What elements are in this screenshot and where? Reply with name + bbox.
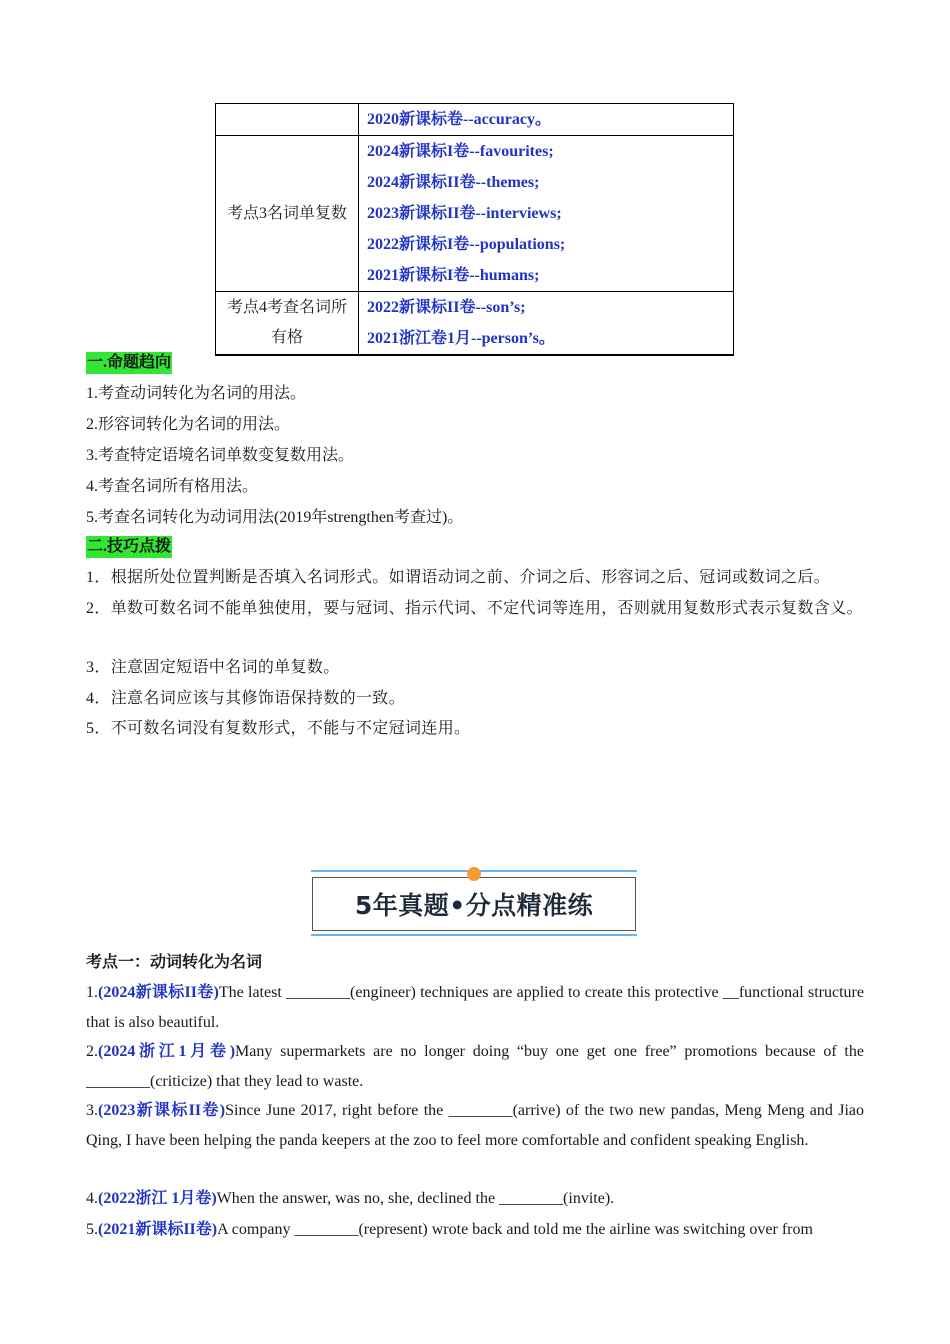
table-label: 考点3名词单复数 xyxy=(226,204,347,222)
question-item xyxy=(86,1184,864,1214)
table-label-cell xyxy=(216,136,359,292)
table-items-cell xyxy=(359,292,734,356)
exam-item: 2022新课标II卷--son’s; xyxy=(367,299,526,316)
table-items-cell xyxy=(359,136,734,292)
question-text: When the answer, was no, she, declined the ________(invite). xyxy=(216,1190,615,1207)
question-number: 3. xyxy=(86,1102,98,1119)
exam-item: 2020新课标卷--accuracy。 xyxy=(367,111,551,128)
question-number: 4. xyxy=(86,1190,98,1207)
question-source: (2022浙江 1月卷) xyxy=(98,1190,217,1207)
question-item xyxy=(86,1096,864,1155)
table-row xyxy=(216,104,734,136)
table-row xyxy=(216,292,734,356)
tip-item: 5．不可数名词没有复数形式，不能与不定冠词连用。 xyxy=(86,720,471,737)
exam-item: 2024新课标I卷--favourites; xyxy=(367,143,554,160)
question-source: (2023新课标II卷) xyxy=(98,1102,226,1119)
trend-item: 1.考查动词转化为名词的用法。 xyxy=(86,385,307,402)
table-items-cell xyxy=(359,104,734,136)
table-row xyxy=(216,136,734,292)
tip-item: 1．根据所处位置判断是否填入名词形式。如谓语动词之前、介词之后、形容词之后、冠词或数词之后。 xyxy=(86,569,831,586)
question-number: 2. xyxy=(86,1043,98,1060)
table-label-cell xyxy=(216,292,359,356)
trend-item: 4.考查名词所有格用法。 xyxy=(86,478,259,495)
exam-item: 2021浙江卷1月--person’s。 xyxy=(367,330,555,347)
section-heading-trends: 一.命题趋向 xyxy=(86,352,172,374)
trend-item: 2.形容词转化为名词的用法。 xyxy=(86,416,291,433)
trend-item: 3.考查特定语境名词单数变复数用法。 xyxy=(86,447,355,464)
question-number: 1. xyxy=(86,984,98,1001)
banner-dot-icon xyxy=(467,867,481,881)
tip-item: 3．注意固定短语中名词的单复数。 xyxy=(86,659,340,676)
question-item xyxy=(86,1037,864,1096)
section-heading-tips: 二.技巧点拨 xyxy=(86,536,172,558)
banner-bottom-line xyxy=(311,934,637,936)
exam-item: 2024新课标II卷--themes; xyxy=(367,174,540,191)
question-item xyxy=(86,1215,864,1245)
banner-title: 5年真题•分点精准练 xyxy=(354,891,594,920)
question-text: The latest ________(engineer) techniques are applied to create this protective __functional structure that is also beautiful. xyxy=(86,984,864,1031)
question-text: Many supermarkets are no longer doing “buy one get one free” promotions because of the ________(criticize) that they lead to waste. xyxy=(86,1043,864,1090)
practice-heading: 考点一：动词转化为名词 xyxy=(86,954,263,971)
question-item xyxy=(86,978,864,1037)
question-number: 5. xyxy=(86,1221,98,1238)
section-banner xyxy=(311,870,637,936)
exam-item: 2023新课标II卷--interviews; xyxy=(367,205,562,222)
tip-item: 4．注意名词应该与其修饰语保持数的一致。 xyxy=(86,690,406,707)
question-source: (2024浙江1月卷) xyxy=(98,1043,236,1060)
exam-points-table xyxy=(215,103,734,356)
question-text: A company ________(represent) wrote back and told me the airline was switching over from xyxy=(217,1221,813,1238)
table-label: 考点4考查名词所有格 xyxy=(226,299,347,346)
trend-item: 5.考查名词转化为动词用法(2019年strengthen考查过)。 xyxy=(86,509,464,526)
tip-item: 2．单数可数名词不能单独使用，要与冠词、指示代词、不定代词等连用，否则就用复数形式表示复数含义。 xyxy=(86,600,863,617)
question-source: (2024新课标II卷) xyxy=(98,984,219,1001)
question-text: Since June 2017, right before the ________(arrive) of the two new pandas, Meng Meng and Jiao Qing, I have been helping the panda keepers at the zoo to feel more comfortable and confident speaking English. xyxy=(86,1102,864,1149)
banner-box xyxy=(312,877,636,931)
question-source: (2021新课标II卷) xyxy=(98,1221,218,1238)
exam-item: 2021新课标I卷--humans; xyxy=(367,267,540,284)
exam-item: 2022新课标I卷--populations; xyxy=(367,236,566,253)
table-label-cell xyxy=(216,104,359,136)
